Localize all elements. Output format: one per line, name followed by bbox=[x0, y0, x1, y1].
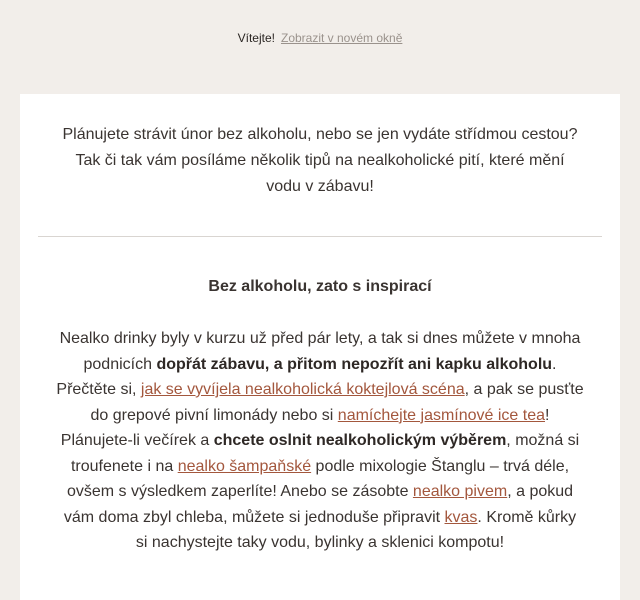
section-heading: Bez alkoholu, zato s inspirací bbox=[208, 278, 432, 295]
body-text: podle mixologie Štanglu – trvá déle, ovšem s výsledkem zaperlíte! Anebo se zásobte bbox=[66, 457, 570, 500]
intro-paragraph: Plánujete strávit únor bez alkoholu, nebo se jen vydáte střídmou cestou? Tak či tak vám posíláme několik tipů na nealkoholické pití, které mění vodu v zábavu! bbox=[62, 126, 578, 195]
jasmine-ice-tea-link[interactable]: namíchejte jasmínové ice tea bbox=[337, 406, 546, 424]
body-bold-text: dopřát zábavu, a přitom nepozřít ani kapku alkoholu bbox=[156, 355, 553, 373]
body-text: Nealko drinky byly v kurzu už před pár lety, a tak si dnes můžete v mnoha podnicích bbox=[59, 330, 581, 373]
body-text: , a pokud vám doma zbyl chleba, můžete si jednoduše připravit bbox=[63, 483, 574, 526]
greeting-text: Vítejte! bbox=[237, 31, 275, 45]
body-text: , možná si troufenete i na bbox=[70, 432, 580, 475]
view-in-new-window-link[interactable]: Zobrazit v novém okně bbox=[280, 31, 403, 45]
body-bold-text: chcete oslnit nealkoholickým výběrem bbox=[213, 432, 507, 449]
body-text: ! Plánujete-li večírek a bbox=[60, 406, 550, 449]
body-text: , a pak se pusťte do grepové pivní limonády nebo si bbox=[90, 381, 584, 424]
cocktail-scene-article-link[interactable]: jak se vyvíjela nealkoholická koktejlová scéna bbox=[140, 381, 465, 398]
section-body bbox=[56, 326, 584, 556]
body-text: . Kromě kůrky si nachystejte taky vodu, bylinky a sklenici kompotu! bbox=[135, 508, 577, 551]
non-alcoholic-champagne-link[interactable]: nealko šampaňské bbox=[177, 457, 312, 475]
preheader bbox=[0, 0, 640, 76]
non-alcoholic-beer-link[interactable]: nealko pivem bbox=[412, 483, 508, 500]
email-content-card bbox=[20, 94, 620, 600]
kvas-link[interactable]: kvas bbox=[444, 508, 478, 526]
body-text: . Přečtěte si, bbox=[56, 355, 557, 398]
section-divider bbox=[38, 236, 602, 237]
